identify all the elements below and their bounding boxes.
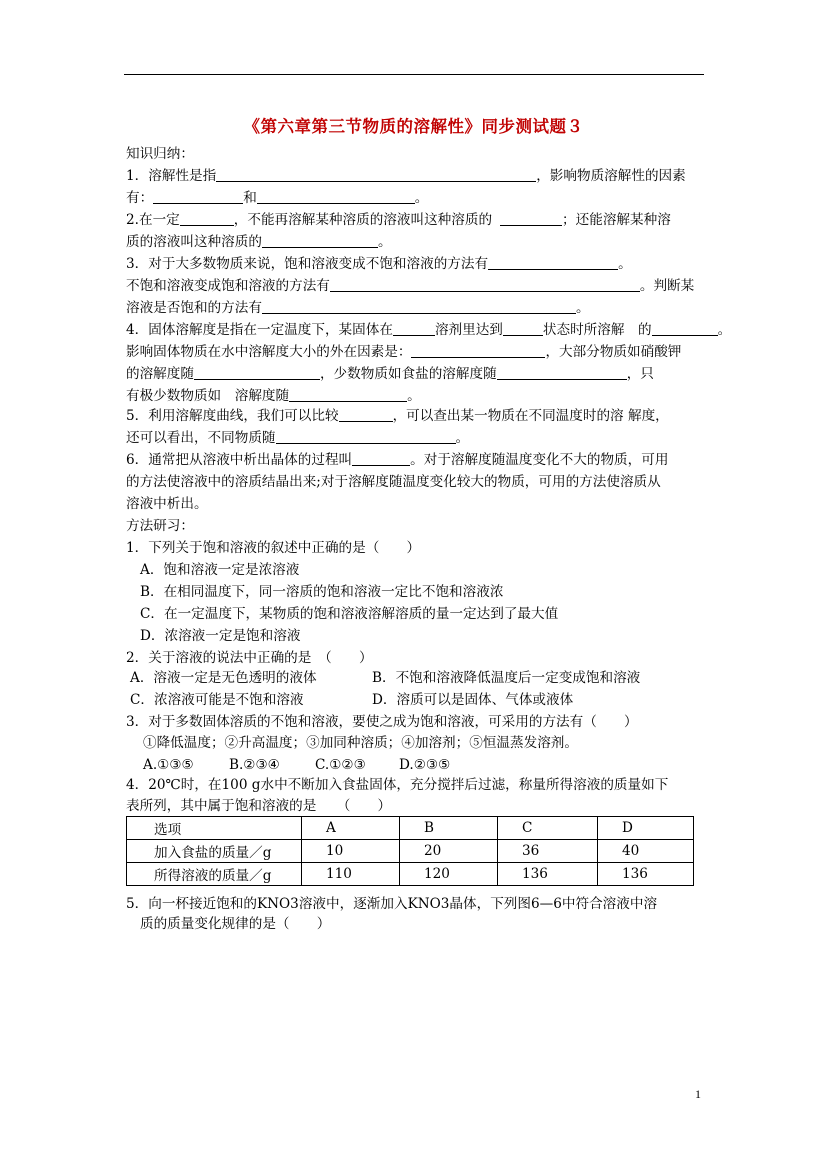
table-cell: 136	[498, 863, 598, 886]
m2-option-a: A．溶液一定是无色透明的液体	[130, 670, 317, 686]
table-cell: 110	[302, 863, 400, 886]
m5-stem-line1: 5．向一杯接近饱和的KNO3溶液中，逐渐加入KNO3晶体，下列图6—6中符合溶液中溶	[126, 896, 658, 912]
q4-line2: 影响固体物质在水中溶解度大小的外在因素是： ，大部分物质如硝酸钾	[126, 344, 682, 360]
m2-option-c: C．浓溶液可能是不饱和溶液	[130, 692, 304, 708]
m3-option-c: C.①②③	[315, 757, 366, 773]
q1-line2: 有： 和 。	[126, 190, 429, 206]
table-cell: 10	[302, 840, 400, 863]
q2-line1: 2.在一定 ，不能再溶解某种溶质的溶液叫这种溶质的 ；还能溶解某种溶	[126, 212, 671, 228]
section-knowledge: 知识归纳：	[126, 146, 194, 162]
page-number: 1	[695, 1087, 701, 1101]
table-header-cell: A	[302, 817, 400, 840]
table-row	[127, 840, 694, 863]
q5-line1: 5．利用溶解度曲线，我们可以比较 ，可以查出某一物质在不同温度时的溶 解度，	[126, 408, 669, 424]
m1-option-b: B．在相同温度下，同一溶质的饱和溶液一定比不饱和溶液浓	[140, 584, 504, 600]
q5-line2: 还可以看出，不同物质随 。	[126, 430, 470, 446]
m3-option-a: A.①③⑤	[143, 757, 194, 773]
salt-mass-table	[126, 816, 694, 886]
m3-statements: ①降低温度；②升高温度；③加同种溶质；④加溶剂；⑤恒温蒸发溶剂。	[143, 735, 578, 751]
q4-line4: 有极少数物质如 溶解度随 。	[126, 388, 421, 404]
table-cell: 所得溶液的质量／g	[127, 863, 302, 886]
table-header-cell: 选项	[127, 817, 302, 840]
m4-stem-line1: 4．20℃时，在100 g水中不断加入食盐固体，充分搅拌后过滤，称量所得溶液的质量如下	[126, 777, 669, 793]
m1-option-d: D．浓溶液一定是饱和溶液	[140, 628, 301, 644]
table-cell: 20	[400, 840, 498, 863]
page-title: 《第六章第三节物质的溶解性》同步测试题３	[243, 117, 584, 136]
m2-option-b: B．不饱和溶液降低温度后一定变成饱和溶液	[372, 670, 641, 686]
m2-stem: 2．关于溶液的说法中正确的是 （ ）	[126, 650, 373, 666]
table-cell: 120	[400, 863, 498, 886]
table-cell: 加入食盐的质量／g	[127, 840, 302, 863]
q6-line1: 6．通常把从溶液中析出晶体的过程叫 。对于溶解度随温度变化不大的物质，可用	[126, 452, 669, 468]
q4-line1: 4．固体溶解度是指在一定温度下，某固体在 溶剂里达到 状态时所溶解 的 。	[126, 322, 732, 338]
m2-option-d: D．溶质可以是固体、气体或液体	[372, 692, 574, 708]
m3-stem: 3．对于多数固体溶质的不饱和溶液，要使之成为饱和溶液，可采用的方法有（ ）	[126, 714, 638, 730]
table-header-row	[127, 817, 694, 840]
q3-line3: 溶液是否饱和的方法有 。	[126, 300, 590, 316]
table-row	[127, 863, 694, 886]
table-header-cell: B	[400, 817, 498, 840]
m1-option-a: A．饱和溶液一定是浓溶液	[140, 562, 300, 578]
section-methods: 方法研习：	[126, 518, 194, 534]
table-header-cell: D	[598, 817, 694, 840]
m1-option-c: C．在一定温度下，某物质的饱和溶液溶解溶质的量一定达到了最大值	[140, 606, 559, 622]
m1-stem: 1．下列关于饱和溶液的叙述中正确的是（ ）	[126, 540, 421, 556]
table-cell: 36	[498, 840, 598, 863]
q2-line2: 质的溶液叫这种溶质的 。	[126, 234, 392, 250]
q3-line2: 不饱和溶液变成饱和溶液的方法有 。判断某	[126, 278, 695, 294]
q6-line3: 溶液中析出。	[126, 496, 208, 512]
m3-option-b: B.②③④	[229, 757, 280, 773]
table-header-cell: C	[498, 817, 598, 840]
table-cell: 136	[598, 863, 694, 886]
header-rule	[124, 74, 704, 75]
m5-stem-line2: 质的质量变化规律的是（ ）	[140, 916, 331, 932]
q3-line1: 3．对于大多数物质来说，饱和溶液变成不饱和溶液的方法有 。	[126, 256, 632, 272]
q4-line3: 的溶解度随 ，少数物质如食盐的溶解度随 ，只	[126, 366, 654, 382]
m4-stem-line2: 表所列，其中属于饱和溶液的是 （ ）	[126, 798, 392, 814]
q6-line2: 的方法使溶液中的溶质结晶出来;对于溶解度随温度变化较大的物质，可用的方法使溶质从	[126, 474, 661, 490]
q1-line1: 1．溶解性是指 ，影响物质溶解性的因素	[126, 168, 686, 184]
table-cell: 40	[598, 840, 694, 863]
m3-option-d: D.②③⑤	[399, 757, 451, 773]
